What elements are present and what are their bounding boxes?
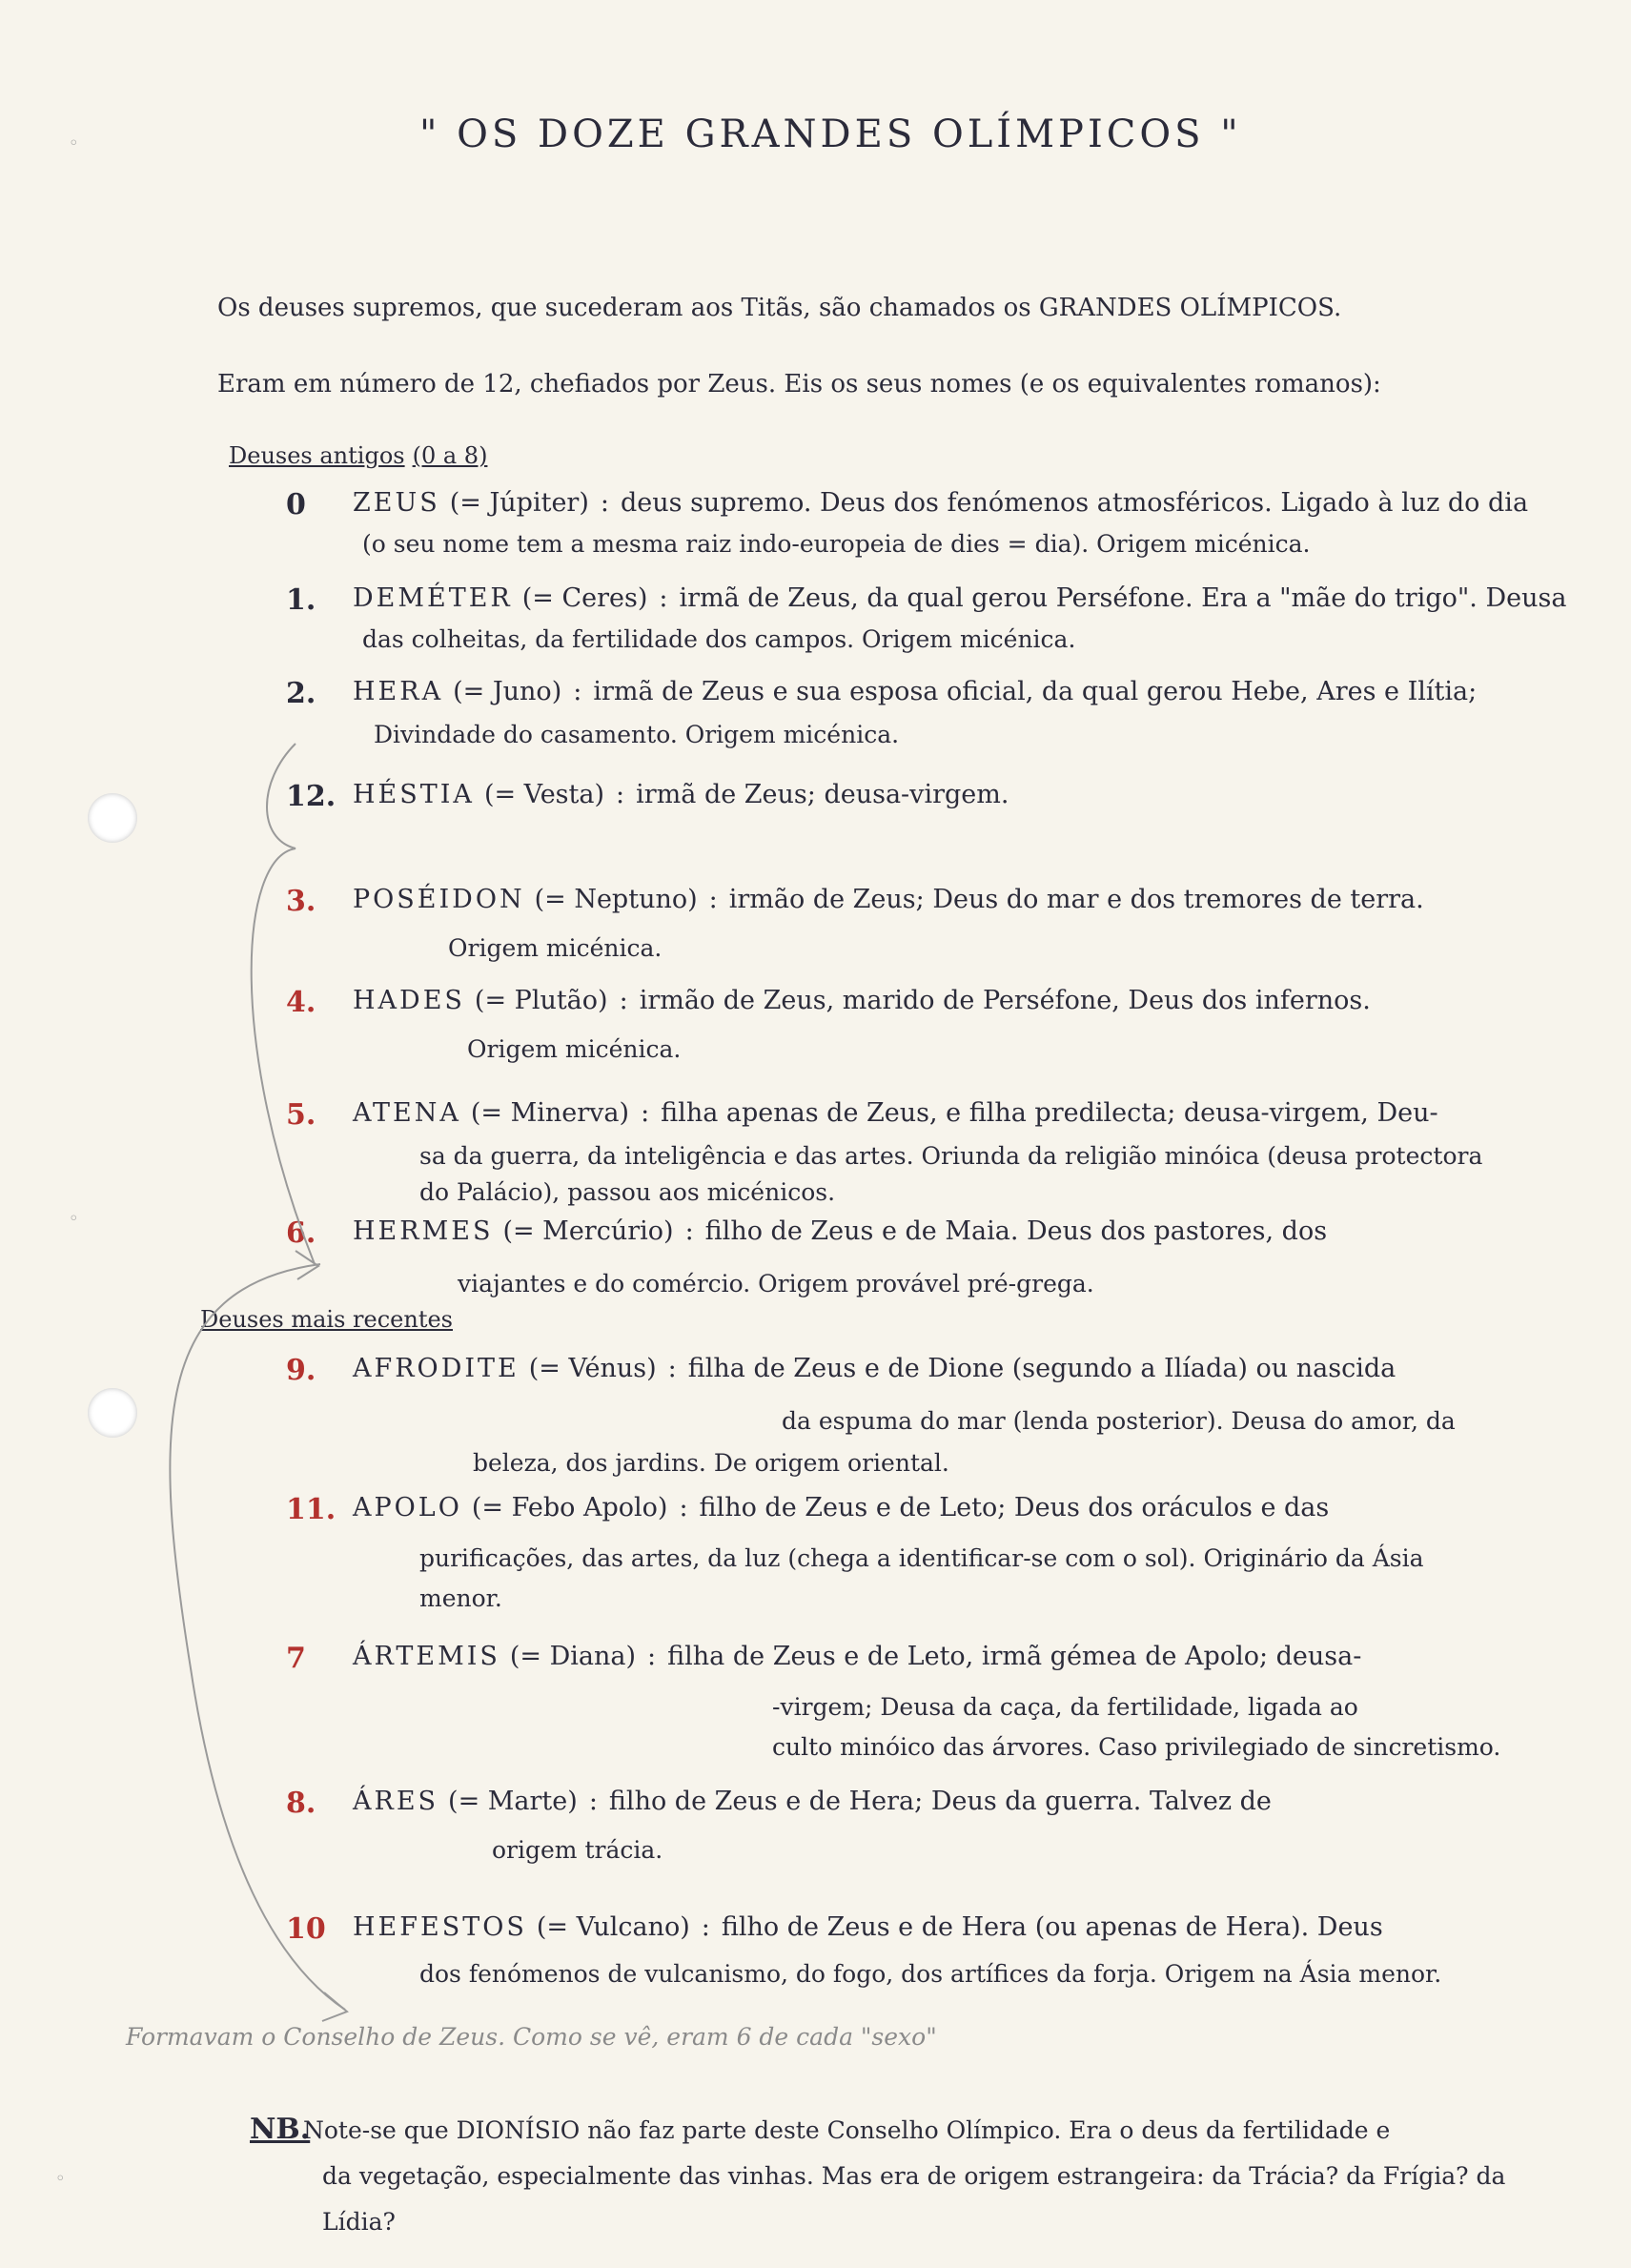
entry-continuation: Origem micénica. <box>448 934 663 962</box>
intro-line-2: Eram em número de 12, chefiados por Zeus. Eis os seus nomes (e os equivalentes romanos): <box>217 370 1381 398</box>
section-label: Deuses mais recentes <box>200 1306 453 1333</box>
margin-mark: ◦ <box>69 133 79 153</box>
god-name: HERA <box>353 677 444 706</box>
god-name: POSÉIDON <box>353 885 525 914</box>
entry-number: 3. <box>286 885 316 918</box>
entry-number: 6. <box>286 1216 316 1250</box>
section-label: Deuses antigos <box>229 442 405 469</box>
entry-continuation: do Palácio), passou aos micénicos. <box>419 1178 836 1206</box>
entry-number: 8. <box>286 1787 316 1820</box>
entry-continuation: culto minóico das árvores. Caso privilegiado de sincretismo. <box>772 1733 1501 1761</box>
entry-description: irmã de Zeus, da qual gerou Perséfone. Era a "mãe do trigo". Deusa <box>679 583 1567 613</box>
roman-name: (= Vénus) <box>528 1354 657 1383</box>
entry-number: 0 <box>286 488 306 521</box>
roman-name: (= Febo Apolo) <box>471 1493 668 1522</box>
entry-continuation: Divindade do casamento. Origem micénica. <box>374 721 900 748</box>
entry-description: filho de Zeus e de Leto; Deus dos oráculos e das <box>699 1493 1330 1522</box>
entry-description: irmão de Zeus, marido de Perséfone, Deus dos infernos. <box>639 986 1371 1015</box>
pencil-arrowhead-note <box>322 1992 347 2021</box>
entry-continuation: origem trácia. <box>492 1836 663 1864</box>
entry-number: 5. <box>286 1098 316 1132</box>
entry-continuation: -virgem; Deusa da caça, da fertilidade, ligada ao <box>772 1693 1358 1721</box>
entry-description: deus supremo. Deus dos fenómenos atmosféricos. Ligado à luz do dia <box>620 488 1529 518</box>
nb-label: NB. <box>250 2113 311 2146</box>
entry-description: irmã de Zeus; deusa-virgem. <box>636 780 1009 809</box>
margin-mark: ◦ <box>69 1209 79 1229</box>
entry-description: filho de Zeus e de Hera; Deus da guerra. Talvez de <box>608 1787 1272 1816</box>
entry-continuation: da espuma do mar (lenda posterior). Deusa do amor, da <box>782 1407 1456 1435</box>
entry-description: irmão de Zeus; Deus do mar e dos tremores de terra. <box>728 885 1424 914</box>
pencil-arrow-to-note <box>170 1264 345 2010</box>
entry-continuation: viajantes e do comércio. Origem provável pré-grega. <box>458 1270 1094 1297</box>
god-name: ATENA <box>353 1098 461 1128</box>
entry-description: filha de Zeus e de Leto, irmã gémea de Apolo; deusa- <box>667 1642 1362 1671</box>
entry-continuation: beleza, dos jardins. De origem oriental. <box>473 1449 949 1477</box>
roman-name: (= Mercúrio) <box>502 1216 674 1246</box>
entry-number: 11. <box>286 1493 336 1526</box>
entry-number: 7 <box>286 1642 306 1675</box>
entry-number: 12. <box>286 780 336 813</box>
roman-name: (= Ceres) <box>521 583 648 613</box>
roman-name: (= Neptuno) <box>534 885 698 914</box>
god-name: HEFESTOS <box>353 1912 527 1942</box>
god-name: ÁRES <box>353 1787 439 1816</box>
entry-continuation: Origem micénica. <box>467 1035 682 1063</box>
nb-line: Lídia? <box>322 2208 396 2236</box>
entry-continuation: menor. <box>419 1584 502 1612</box>
roman-name: (= Diana) <box>509 1642 637 1671</box>
roman-name: (= Plutão) <box>474 986 608 1015</box>
entry-number: 10 <box>286 1912 326 1946</box>
roman-name: (= Juno) <box>453 677 562 706</box>
margin-mark: ◦ <box>55 2169 66 2189</box>
entry-continuation: dos fenómenos de vulcanismo, do fogo, dos artífices da forja. Origem na Ásia menor. <box>419 1960 1442 1988</box>
god-name: APOLO <box>353 1493 462 1522</box>
roman-name: (= Júpiter) <box>449 488 589 518</box>
intro-line-1: Os deuses supremos, que sucederam aos Titãs, são chamados os GRANDES OLÍMPICOS. <box>217 294 1342 322</box>
nb-line: da vegetação, especialmente das vinhas. Mas era de origem estrangeira: da Trácia? da Frígia? da <box>322 2162 1506 2190</box>
entry-number: 1. <box>286 583 316 617</box>
god-name: HÉSTIA <box>353 780 475 809</box>
entry-description: filho de Zeus e de Hera (ou apenas de Hera). Deus <box>721 1912 1383 1942</box>
roman-name: (= Vulcano) <box>536 1912 690 1942</box>
entry-continuation: purificações, das artes, da luz (chega a identificar-se com o sol). Originário da Ásia <box>419 1544 1424 1572</box>
god-name: AFRODITE <box>353 1354 520 1383</box>
god-name: ZEUS <box>353 488 440 518</box>
entry-continuation: (o seu nome tem a mesma raiz indo-europeia de dies = dia). Origem micénica. <box>362 530 1311 558</box>
entry-description: filha de Zeus e de Dione (segundo a Ilíada) ou nascida <box>687 1354 1397 1383</box>
pencil-arrow-hestia-to-hermes <box>252 744 315 1264</box>
entry-description: filha apenas de Zeus, e filha predilecta; deusa-virgem, Deu- <box>661 1098 1438 1128</box>
document-page: ◦ ◦ ◦ " OS DOZE GRANDES OLÍMPICOS " Os deuses supremos, que sucederam aos Titãs, são chamados os GRANDES OLÍMPICOS. Eram em número de 12, chefiados por Zeus. Eis os seus nomes (e os equivalentes romanos): Deuses antigos (0 a 8) 0 ZEUS (= Júpiter) : deus supremo. Deus dos fenómenos atmosféricos. Ligado à luz do dia (o seu nome tem a mesma raiz indo-europeia de dies = dia). Origem micénica. 1. DEMÉTER (= Ceres) : irmã de Zeus, da qual gerou Perséfone. Era a "mãe do trigo". Deusa das colheitas, da fertilidade dos campos. Origem micénica. 2. HERA (= Juno) : irmã de Zeus e sua esposa oficial, da qual gerou Hebe, Ares e Ilítia; Divindade do casamento. Origem micénica. 12. HÉSTIA (= Vesta) : irmã de Zeus; deusa-virgem. 3. POSÉIDON (= Neptuno) : irmão de Zeus; Deus do mar e dos tremores de terra. Origem micénica. 4. HADES (= Plutão) : irmão de Zeus, marido de Perséfone, Deus dos infernos. Origem micénica. 5. ATENA (= Minerva) : filha apenas de Zeus, e filha predilecta; deusa-virgem, Deu- sa da guerra, da inteligência e das artes. Oriunda da religião minóica (deusa protectora do Palácio), passou aos micénicos. 6. HERMES (= Mercúrio) : filho de Zeus e de Maia. Deus dos pastores, dos viajantes e do comércio. Origem provável pré-grega. Deuses mais recentes 9. AFRODITE (= Vénus) : filha de Zeus e de Dione (segundo a Ilíada) ou nascida da espuma do mar (lenda posterior). Deusa do amor, da beleza, dos jardins. De origem oriental. 11. APOLO (= Febo Apolo) : filho de Zeus e de Leto; Deus dos oráculos e das purificações, das artes, da luz (chega a identificar-se com o sol). Originário da Ásia menor. 7 ÁRTEMIS (= Diana) : filha de Zeus e de Leto, irmã gémea de Apolo; deusa- -virgem; Deusa da caça, da fertilidade, ligada ao culto minóico das árvores. Caso privilegiado de sincretismo. 8. ÁRES (= Marte) : filho de Zeus e de Hera; Deus da guerra. Talvez de origem trácia. 10 HEFESTOS (= Vulcano) : filho de Zeus e de Hera (ou apenas de Hera). Deus dos fenómenos de vulcanismo, do fogo, dos artífices da forja. Origem na Ásia menor. Formavam o Conselho de Zeus. Como se vê, eram 6 de cada "sexo" NB. Note-se que DIONÍSIO não faz parte deste Conselho Olímpico. Era o deus da fertilidade e da vegetação, especialmente das vinhas. Mas era de origem estrangeira: da Trácia? da Frígia? da Lídia? <box>0 0 1631 2268</box>
page-title: " OS DOZE GRANDES OLÍMPICOS " <box>419 112 1242 156</box>
god-name: HADES <box>353 986 465 1015</box>
section-range: (0 a 8) <box>412 442 488 469</box>
god-name: DEMÉTER <box>353 583 513 613</box>
god-name: ÁRTEMIS <box>353 1642 500 1671</box>
entry-number: 9. <box>286 1354 316 1387</box>
entry-number: 2. <box>286 677 316 710</box>
roman-name: (= Minerva) <box>470 1098 630 1128</box>
nb-line: Note-se que DIONÍSIO não faz parte deste Conselho Olímpico. Era o deus da fertilidade e <box>303 2116 1391 2144</box>
roman-name: (= Marte) <box>448 1787 578 1816</box>
entry-description: irmã de Zeus e sua esposa oficial, da qual gerou Hebe, Ares e Ilítia; <box>593 677 1478 706</box>
pencil-note: Formavam o Conselho de Zeus. Como se vê, eram 6 de cada "sexo" <box>126 2023 937 2051</box>
entry-description: filho de Zeus e de Maia. Deus dos pastores, dos <box>704 1216 1328 1246</box>
entry-number: 4. <box>286 986 316 1019</box>
roman-name: (= Vesta) <box>483 780 605 809</box>
entry-continuation: sa da guerra, da inteligência e das artes. Oriunda da religião minóica (deusa protectora <box>419 1142 1483 1170</box>
entry-continuation: das colheitas, da fertilidade dos campos. Origem micénica. <box>362 625 1076 653</box>
god-name: HERMES <box>353 1216 494 1246</box>
